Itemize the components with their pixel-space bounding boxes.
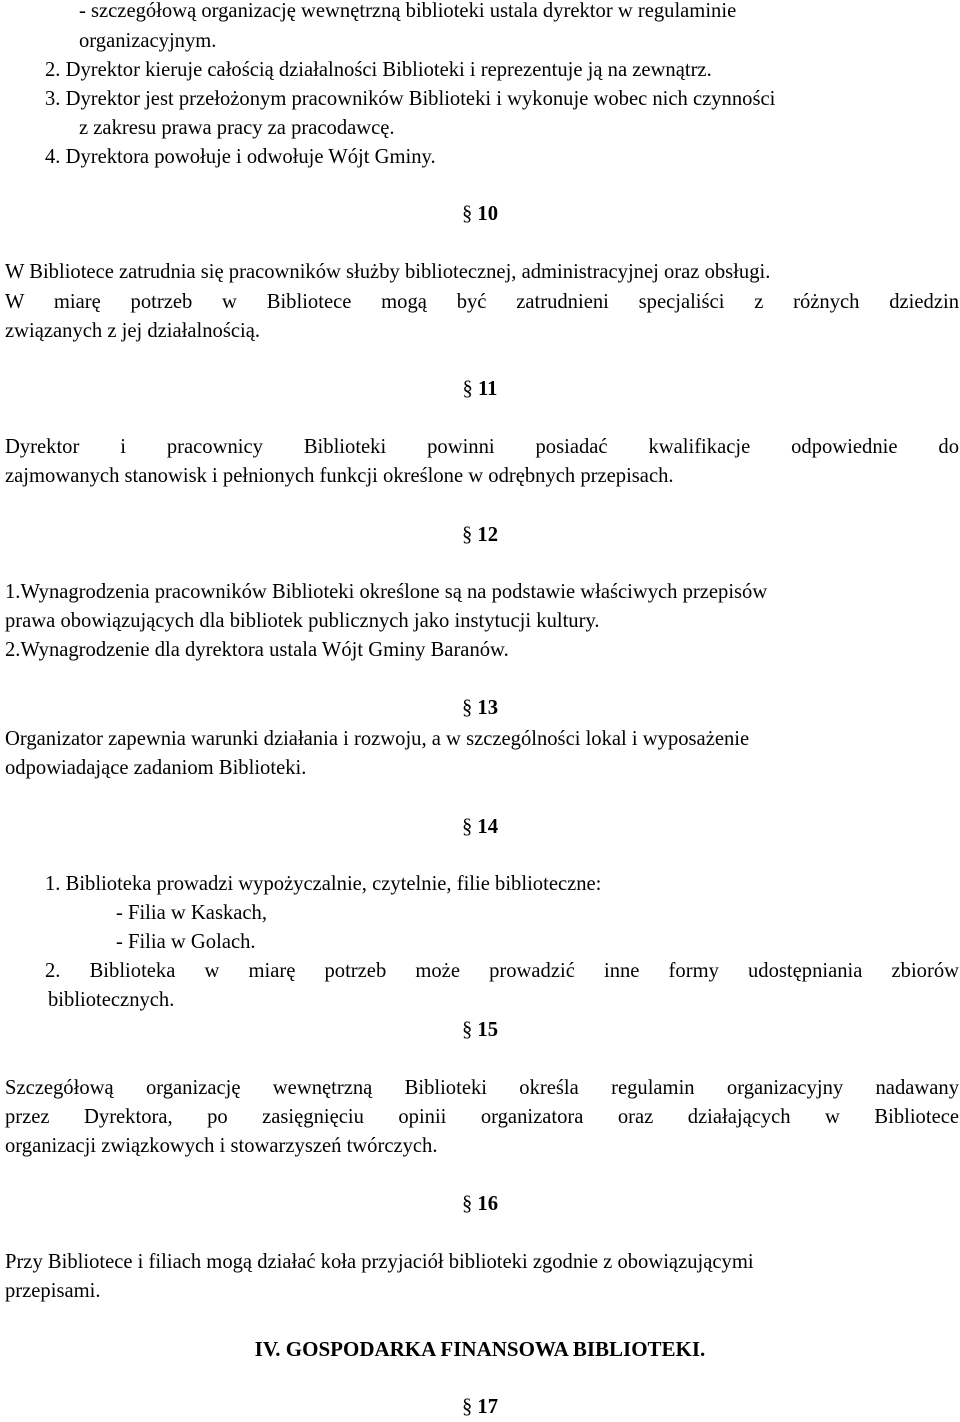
- paragraph-line: przepisami.: [5, 1280, 101, 1302]
- section-heading-10: [0, 200, 960, 228]
- section-symbol: §: [461, 1396, 473, 1418]
- paragraph-line: zajmowanych stanowisk i pełnionych funkcji określone w odrębnych przepisach.: [5, 465, 674, 487]
- section-number: 15: [477, 1019, 499, 1041]
- section-heading-15: [0, 1016, 960, 1044]
- paragraph-line: Przy Bibliotece i filiach mogą działać koła przyjaciół biblioteki zgodnie z obowiązującymi: [5, 1251, 754, 1273]
- section-number: 16: [477, 1193, 499, 1215]
- section-symbol: §: [461, 1193, 473, 1215]
- list-item-text: 3. Dyrektor jest przełożonym pracowników Biblioteki i wykonuje wobec nich czynności: [45, 88, 776, 110]
- list-item-text: 1. Biblioteka prowadzi wypożyczalnie, czytelnie, filie biblioteczne:: [45, 873, 602, 895]
- list-item-text: 2. Dyrektor kieruje całością działalności Biblioteki i reprezentuje ją na zewnątrz.: [45, 59, 712, 81]
- section-symbol: §: [461, 203, 473, 225]
- section-symbol: §: [461, 816, 473, 838]
- paragraph-line: W Bibliotece zatrudnia się pracowników służby bibliotecznej, administracyjnej oraz obsługi.: [5, 261, 771, 283]
- paragraph-line: związanych z jej działalnością.: [5, 320, 260, 342]
- list-item-text: - szczegółową organizację wewnętrzną biblioteki ustala dyrektor w regulaminie: [79, 0, 737, 22]
- section-number: 17: [477, 1396, 499, 1418]
- section-number: 12: [477, 524, 499, 546]
- list-item-text: organizacyjnym.: [79, 30, 217, 52]
- section-symbol: §: [461, 524, 473, 546]
- section-number: 13: [477, 697, 499, 719]
- section-heading-11: [0, 375, 960, 403]
- list-item-text: 2. Biblioteka w miarę potrzeb może prowadzić inne formy udostępniania zbiorów: [45, 960, 959, 982]
- paragraph-line: 2.Wynagrodzenie dla dyrektora ustala Wójt Gminy Baranów.: [5, 639, 509, 661]
- list-item-text: - Filia w Golach.: [116, 931, 256, 953]
- section-heading-12: [0, 521, 960, 549]
- list-item-text: z zakresu prawa pracy za pracodawcę.: [79, 117, 395, 139]
- list-item-text: bibliotecznych.: [48, 989, 175, 1011]
- section-symbol: §: [461, 697, 473, 719]
- section-heading-13: [0, 694, 960, 722]
- paragraph-line: przez Dyrektora, po zasięgnięciu opinii organizatora oraz działających w Bibliotece: [5, 1106, 959, 1128]
- paragraph-line: W miarę potrzeb w Bibliotece mogą być zatrudnieni specjaliści z różnych dziedzin: [5, 291, 959, 313]
- paragraph-line: Szczegółową organizację wewnętrzną Biblioteki określa regulamin organizacyjny nadawany: [5, 1077, 959, 1099]
- section-heading-17: [0, 1393, 960, 1421]
- section-heading-14: [0, 813, 960, 841]
- chapter-heading: IV. GOSPODARKA FINANSOWA BIBLIOTEKI.: [254, 1337, 706, 1361]
- paragraph-line: odpowiadające zadaniom Biblioteki.: [5, 757, 307, 779]
- paragraph-line: Dyrektor i pracownicy Biblioteki powinni posiadać kwalifikacje odpowiednie do: [5, 436, 959, 458]
- paragraph-line: organizacji związkowych i stowarzyszeń twórczych.: [5, 1135, 438, 1157]
- list-item-text: - Filia w Kaskach,: [116, 902, 267, 924]
- section-symbol: §: [462, 378, 473, 400]
- section-number: 11: [477, 378, 498, 400]
- section-heading-16: [0, 1190, 960, 1218]
- section-number: 14: [477, 816, 499, 838]
- paragraph-line: prawa obowiązujących dla bibliotek publicznych jako instytucji kultury.: [5, 610, 600, 632]
- paragraph-line: Organizator zapewnia warunki działania i rozwoju, a w szczególności lokal i wyposażenie: [5, 728, 750, 750]
- section-number: 10: [477, 203, 499, 225]
- paragraph-line: 1.Wynagrodzenia pracowników Biblioteki określone są na podstawie właściwych przepisów: [5, 581, 768, 603]
- section-symbol: §: [461, 1019, 473, 1041]
- list-item-text: 4. Dyrektora powołuje i odwołuje Wójt Gminy.: [45, 146, 436, 168]
